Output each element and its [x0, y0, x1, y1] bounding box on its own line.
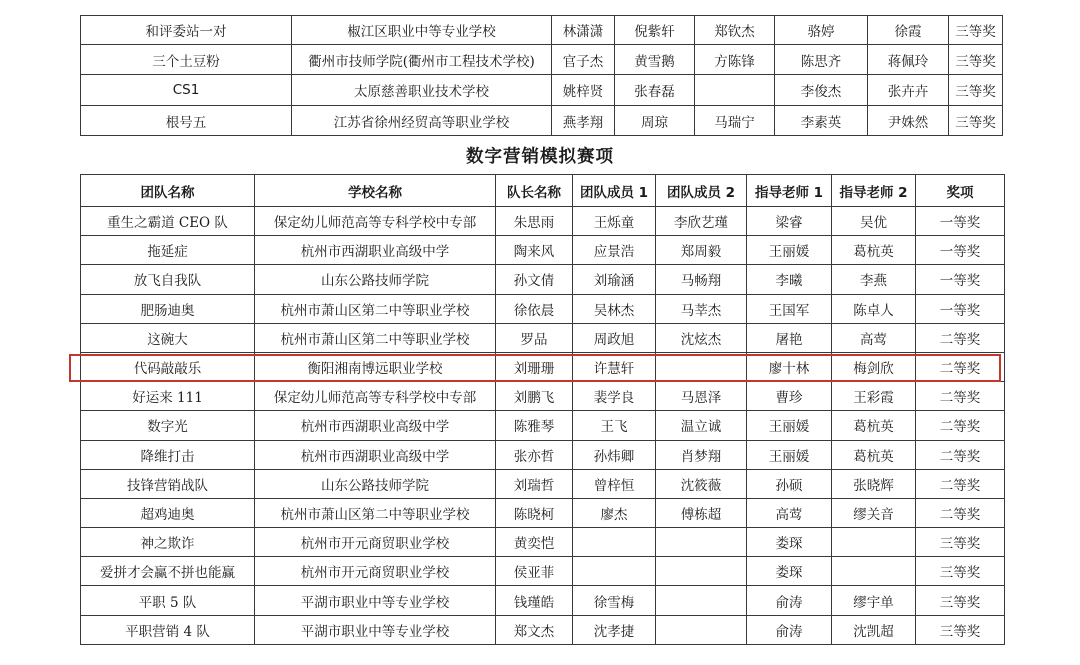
teacher1-cell: 娄琛: [747, 528, 832, 557]
member1-cell: 吴林杰: [573, 294, 656, 323]
member1-cell: [573, 557, 656, 586]
table-row: [81, 16, 1003, 45]
member2-cell: 温立诚: [656, 411, 747, 440]
teacher2-cell: 张晓辉: [832, 469, 916, 498]
captain-cell: 刘瑞哲: [496, 469, 573, 498]
teacher2-cell: 王彩霞: [832, 382, 916, 411]
member1-cell: 周琼: [615, 106, 695, 136]
captain-cell: 张亦哲: [496, 440, 573, 469]
member2-cell: [656, 586, 747, 615]
teacher1-cell: 骆婷: [775, 16, 868, 45]
teacher2-cell: 缪宇单: [832, 586, 916, 615]
member2-cell: [656, 528, 747, 557]
table-row: [81, 75, 1003, 106]
header-award: 奖项: [916, 175, 1005, 207]
teacher1-cell: 李曦: [747, 265, 832, 294]
table-row: [81, 586, 1005, 615]
school-cell: 杭州市萧山区第二中等职业学校: [255, 323, 496, 352]
header-row: [81, 175, 1005, 207]
teacher1-cell: 曹珍: [747, 382, 832, 411]
table-row: [81, 615, 1005, 644]
section-title: 数字营销模拟赛项: [466, 147, 614, 167]
school-cell: 衡阳湘南博远职业学校: [255, 352, 496, 381]
award-cell: 三等奖: [949, 106, 1003, 136]
award-cell: 三等奖: [916, 586, 1005, 615]
teacher1-cell: 廖十林: [747, 352, 832, 381]
captain-cell: 钱瑾皓: [496, 586, 573, 615]
teacher2-cell: 葛杭英: [832, 236, 916, 265]
school-cell: 杭州市开元商贸职业学校: [255, 557, 496, 586]
member1-cell: 曾梓恒: [573, 469, 656, 498]
member1-cell: 倪紫轩: [615, 16, 695, 45]
table-row: [81, 382, 1005, 411]
team-name-cell: 爱拼才会赢不拼也能赢: [81, 557, 255, 586]
award-cell: 二等奖: [916, 323, 1005, 352]
teacher1-cell: 孙硕: [747, 469, 832, 498]
table-row: [81, 498, 1005, 527]
school-cell: 太原慈善职业技术学校: [292, 75, 552, 106]
award-cell: 一等奖: [916, 207, 1005, 236]
member2-cell: 马恩泽: [656, 382, 747, 411]
teacher2-cell: 尹姝然: [868, 106, 949, 136]
table-row: [81, 352, 1005, 381]
table-row: [81, 265, 1005, 294]
member2-cell: 马畅翔: [656, 265, 747, 294]
member1-cell: 刘瑜涵: [573, 265, 656, 294]
captain-cell: 侯亚菲: [496, 557, 573, 586]
captain-cell: 朱思雨: [496, 207, 573, 236]
school-cell: 保定幼儿师范高等专科学校中专部: [255, 207, 496, 236]
previous-section-table: [80, 15, 1003, 136]
teacher1-cell: 李素英: [775, 106, 868, 136]
team-name-cell: 神之欺诈: [81, 528, 255, 557]
school-cell: 杭州市开元商贸职业学校: [255, 528, 496, 557]
award-cell: 二等奖: [916, 382, 1005, 411]
member1-cell: 周政旭: [573, 323, 656, 352]
results-table-header: [81, 175, 1005, 207]
captain-cell: 罗品: [496, 323, 573, 352]
member2-cell: 马瑞宁: [695, 106, 775, 136]
teacher2-cell: 陈卓人: [832, 294, 916, 323]
captain-cell: 徐依晨: [496, 294, 573, 323]
member1-cell: 王烁童: [573, 207, 656, 236]
captain-cell: 陶来风: [496, 236, 573, 265]
member2-cell: 沈炫杰: [656, 323, 747, 352]
award-cell: 一等奖: [916, 294, 1005, 323]
member2-cell: [656, 352, 747, 381]
header-teacher2: 指导老师 2: [832, 175, 916, 207]
member1-cell: [573, 528, 656, 557]
school-cell: 杭州市西湖职业高级中学: [255, 411, 496, 440]
captain-cell: 黄奕恺: [496, 528, 573, 557]
team-name-cell: 放飞自我队: [81, 265, 255, 294]
school-cell: 椒江区职业中等专业学校: [292, 16, 552, 45]
team-name-cell: 这碗大: [81, 323, 255, 352]
teacher1-cell: 陈思齐: [775, 45, 868, 75]
teacher2-cell: 沈凯超: [832, 615, 916, 644]
award-cell: 三等奖: [949, 45, 1003, 75]
team-name-cell: 拖延症: [81, 236, 255, 265]
teacher2-cell: 缪关音: [832, 498, 916, 527]
results-table-body: [81, 207, 1005, 645]
school-cell: 杭州市萧山区第二中等职业学校: [255, 294, 496, 323]
teacher2-cell: 张卉卉: [868, 75, 949, 106]
teacher1-cell: 李俊杰: [775, 75, 868, 106]
team-name-cell: 和评委站一对: [81, 16, 292, 45]
school-cell: 杭州市西湖职业高级中学: [255, 440, 496, 469]
teacher2-cell: 高莺: [832, 323, 916, 352]
award-cell: 一等奖: [916, 236, 1005, 265]
teacher1-cell: 俞涛: [747, 615, 832, 644]
table-row: [81, 106, 1003, 136]
header-team: 团队名称: [81, 175, 255, 207]
teacher2-cell: 葛杭英: [832, 440, 916, 469]
award-cell: 二等奖: [916, 498, 1005, 527]
award-cell: 三等奖: [916, 528, 1005, 557]
member1-cell: 应景浩: [573, 236, 656, 265]
captain-cell: 林潇潇: [552, 16, 615, 45]
table-row: [81, 469, 1005, 498]
header-teacher1: 指导老师 1: [747, 175, 832, 207]
member2-cell: 沈筱薇: [656, 469, 747, 498]
captain-cell: 郑文杰: [496, 615, 573, 644]
captain-cell: 刘珊珊: [496, 352, 573, 381]
header-member1: 团队成员 1: [573, 175, 656, 207]
member2-cell: [656, 615, 747, 644]
award-cell: 二等奖: [916, 440, 1005, 469]
teacher1-cell: 高莺: [747, 498, 832, 527]
member2-cell: 李欣艺瑾: [656, 207, 747, 236]
table-row: [81, 528, 1005, 557]
captain-cell: 燕孝翔: [552, 106, 615, 136]
teacher2-cell: 蒋佩玲: [868, 45, 949, 75]
results-table: [80, 174, 1005, 645]
teacher2-cell: 李燕: [832, 265, 916, 294]
header-member2: 团队成员 2: [656, 175, 747, 207]
teacher1-cell: 梁睿: [747, 207, 832, 236]
school-cell: 杭州市西湖职业高级中学: [255, 236, 496, 265]
teacher2-cell: 徐霞: [868, 16, 949, 45]
table-row: [81, 236, 1005, 265]
member1-cell: 廖杰: [573, 498, 656, 527]
header-captain: 队长名称: [496, 175, 573, 207]
school-cell: 山东公路技师学院: [255, 469, 496, 498]
teacher2-cell: [832, 557, 916, 586]
teacher1-cell: 娄琛: [747, 557, 832, 586]
captain-cell: 官子杰: [552, 45, 615, 75]
member1-cell: 王飞: [573, 411, 656, 440]
award-cell: 二等奖: [916, 411, 1005, 440]
table-row: [81, 294, 1005, 323]
member2-cell: 方陈锋: [695, 45, 775, 75]
school-cell: 平湖市职业中等专业学校: [255, 615, 496, 644]
teacher2-cell: 吴优: [832, 207, 916, 236]
header-school: 学校名称: [255, 175, 496, 207]
school-cell: 平湖市职业中等专业学校: [255, 586, 496, 615]
team-name-cell: 平职 5 队: [81, 586, 255, 615]
team-name-cell: CS1: [81, 75, 292, 106]
member2-cell: [656, 557, 747, 586]
member2-cell: 马莘杰: [656, 294, 747, 323]
award-cell: 二等奖: [916, 469, 1005, 498]
team-name-cell: 技锋营销战队: [81, 469, 255, 498]
member1-cell: 孙炜卿: [573, 440, 656, 469]
teacher1-cell: 王丽媛: [747, 440, 832, 469]
teacher2-cell: [832, 528, 916, 557]
previous-section-table-body: [81, 16, 1003, 136]
member2-cell: 傅栋超: [656, 498, 747, 527]
member1-cell: 张春磊: [615, 75, 695, 106]
member1-cell: 裴学良: [573, 382, 656, 411]
table-row: [81, 411, 1005, 440]
award-cell: 三等奖: [949, 16, 1003, 45]
team-name-cell: 代码敲敲乐: [81, 352, 255, 381]
award-cell: 三等奖: [949, 75, 1003, 106]
award-cell: 三等奖: [916, 615, 1005, 644]
team-name-cell: 数字光: [81, 411, 255, 440]
table-row: [81, 557, 1005, 586]
table-row: [81, 207, 1005, 236]
table-row: [81, 45, 1003, 75]
teacher1-cell: 王国军: [747, 294, 832, 323]
member2-cell: 郑钦杰: [695, 16, 775, 45]
team-name-cell: 肥肠迪奥: [81, 294, 255, 323]
award-cell: 三等奖: [916, 557, 1005, 586]
member1-cell: 许慧轩: [573, 352, 656, 381]
school-cell: 杭州市萧山区第二中等职业学校: [255, 498, 496, 527]
captain-cell: 刘鹏飞: [496, 382, 573, 411]
table-row: [81, 440, 1005, 469]
teacher1-cell: 屠艳: [747, 323, 832, 352]
teacher1-cell: 俞涛: [747, 586, 832, 615]
team-name-cell: 降维打击: [81, 440, 255, 469]
member2-cell: 郑周毅: [656, 236, 747, 265]
school-cell: 保定幼儿师范高等专科学校中专部: [255, 382, 496, 411]
award-cell: 一等奖: [916, 265, 1005, 294]
teacher2-cell: 葛杭英: [832, 411, 916, 440]
school-cell: 江苏省徐州经贸高等职业学校: [292, 106, 552, 136]
member2-cell: 肖梦翔: [656, 440, 747, 469]
teacher1-cell: 王丽媛: [747, 411, 832, 440]
team-name-cell: 根号五: [81, 106, 292, 136]
team-name-cell: 好运来 111: [81, 382, 255, 411]
team-name-cell: 超鸡迪奥: [81, 498, 255, 527]
member1-cell: 黄雪鹅: [615, 45, 695, 75]
school-cell: 山东公路技师学院: [255, 265, 496, 294]
member1-cell: 沈孝捷: [573, 615, 656, 644]
captain-cell: 陈晓柯: [496, 498, 573, 527]
team-name-cell: 三个土豆粉: [81, 45, 292, 75]
team-name-cell: 平职营销 4 队: [81, 615, 255, 644]
captain-cell: 孙文倩: [496, 265, 573, 294]
member2-cell: [695, 75, 775, 106]
award-cell: 二等奖: [916, 352, 1005, 381]
teacher1-cell: 王丽媛: [747, 236, 832, 265]
captain-cell: 陈雅琴: [496, 411, 573, 440]
teacher2-cell: 梅剑欣: [832, 352, 916, 381]
member1-cell: 徐雪梅: [573, 586, 656, 615]
table-row: [81, 323, 1005, 352]
captain-cell: 姚梓贤: [552, 75, 615, 106]
team-name-cell: 重生之霸道 CEO 队: [81, 207, 255, 236]
school-cell: 衢州市技师学院(衢州市工程技术学校): [292, 45, 552, 75]
